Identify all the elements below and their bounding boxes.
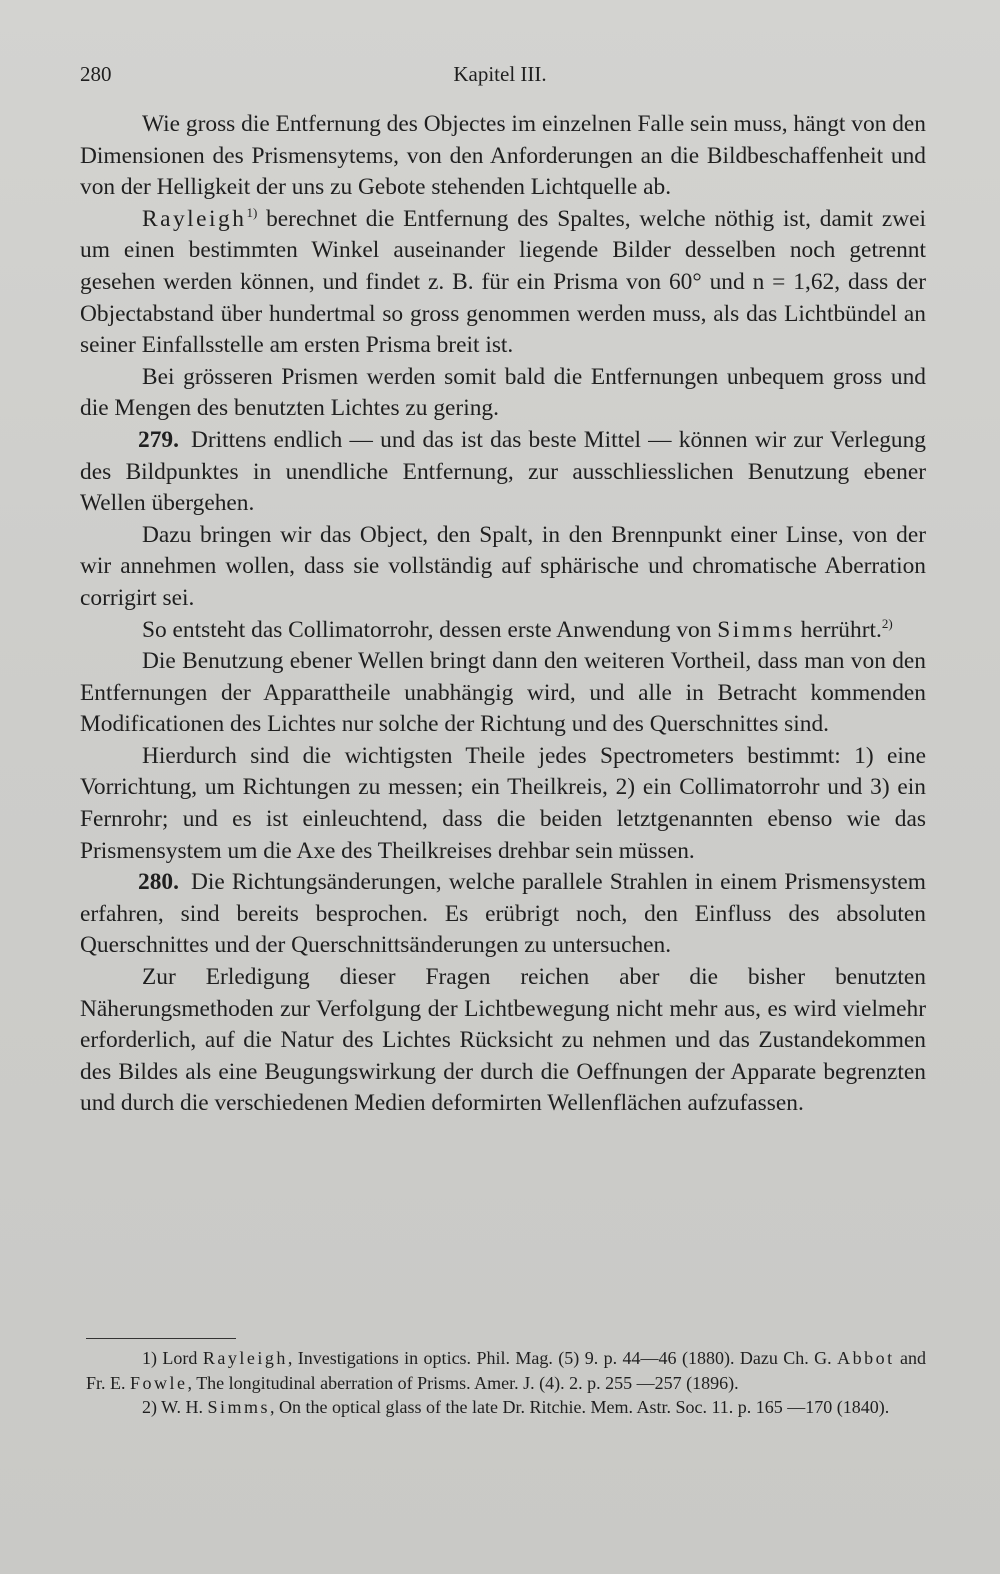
running-head: Kapitel III.	[453, 62, 547, 86]
footnote-text: , On the optical glass of the late Dr. Ritchie. Mem. Astr. Soc. 11. p. 165 —170 (1840).	[270, 1397, 890, 1417]
footnote-ref: 2)	[881, 615, 893, 631]
paragraph	[80, 615, 926, 647]
footnote-rule	[86, 1338, 236, 1339]
paragraph-text: Drittens endlich — und das ist das beste Mittel — können wir zur Verlegung des Bildpunktes in unendliche Entfernung, zur ausschliesslichen Benutzung ebener Wellen übergehen.	[80, 426, 926, 517]
author-name: Rayleigh	[142, 205, 247, 232]
paragraph-text: herrührt.	[794, 616, 882, 643]
author-name: Rayleigh	[202, 1348, 288, 1368]
paragraph: Bei grösseren Prismen werden somit bald die Entfernungen unbequem gross und die Mengen des benutzten Lichtes zu gering.	[80, 363, 926, 422]
page-number: 280	[80, 62, 112, 86]
author-name: Abbot	[837, 1348, 895, 1368]
author-name: Simms	[207, 1397, 271, 1417]
paragraph: Hierdurch sind die wichtigsten Theile jedes Spectrometers bestimmt: 1) eine Vorrichtung, um Richtungen zu messen; ein Theilkreis, 2) ein Collimatorrohr und 3) ein Fernrohr; und es ist einleuchtend, dass die beiden letztgenannten ebenso wie das Prismensystem um die Axe des Theilkreises drehbar sein müssen.	[80, 742, 926, 864]
section-paragraph	[80, 425, 926, 520]
section-number: 280.	[138, 869, 179, 896]
footnote-text: , Investigations in optics. Phil. Mag. (5) 9. p. 44—46 (1880). Dazu Ch. G.	[287, 1348, 838, 1368]
main-text	[80, 109, 926, 1120]
section-number: 279.	[138, 426, 179, 453]
paragraph	[80, 204, 926, 362]
footnote-text: , The longitudinal aberration of Prisms. Amer. J. (4). 2. p. 255 —257 (1896).	[187, 1372, 739, 1393]
author-name: Simms	[717, 616, 795, 643]
footnote-ref: 1)	[246, 204, 258, 220]
paragraph-text: Die Richtungsänderungen, welche parallele Strahlen in einem Prismensystem erfahren, sind bereits besprochen. Es erübrigt noch, den Einfluss des absoluten Querschnittes und der Querschnittsänderungen zu untersuchen.	[80, 869, 926, 959]
paragraph-text: So entsteht das Collimatorrohr, dessen erste Anwendung von	[142, 616, 718, 643]
page-header	[80, 62, 920, 92]
paragraph-text: berechnet die Entfernung des Spaltes, welche nöthig ist, damit zwei um einen bestimmten Winkel auseinander liegende Bilder desselben noch getrennt gesehen werden können, und findet z. B. für ein Prisma von 60° und n = 1,62, dass der Objectabstand über hundertmal so gross genommen werden muss, als das Lichtbündel an seiner Einfallsstelle am ersten Prisma breit ist.	[80, 205, 926, 359]
footnote-text: 2) W. H.	[142, 1397, 208, 1417]
footnote-1	[86, 1346, 926, 1395]
paragraph: Die Benutzung ebener Wellen bringt dann den weiteren Vortheil, dass man von den Entfernungen der Apparattheile unabhängig wird, und alle in Betracht kommenden Modificationen des Lichtes nur solche der Richtung und des Querschnittes sind.	[80, 648, 926, 738]
paragraph: Wie gross die Entfernung des Objectes im einzelnen Falle sein muss, hängt von den Dimensionen des Prismensytems, von den Anforderungen an die Bildbeschaffenheit und von der Helligkeit der uns zu Gebote stehenden Lichtquelle ab.	[80, 111, 926, 201]
footnote-text: and Fr. E.	[86, 1348, 926, 1393]
footnote-text: 1) Lord	[142, 1348, 203, 1368]
section-paragraph	[80, 867, 926, 962]
author-name: Fowle	[130, 1372, 188, 1393]
footnotes	[86, 1346, 926, 1420]
footnote-2	[86, 1395, 926, 1420]
paragraph: Dazu bringen wir das Object, den Spalt, in den Brennpunkt einer Linse, von der wir annehmen wollen, dass sie vollständig auf sphärische und chromatische Aberration corrigirt sei.	[80, 521, 926, 611]
paragraph: Zur Erledigung dieser Fragen reichen aber die bisher benutzten Näherungsmethoden zur Verfolgung der Lichtbewegung nicht mehr aus, es wird vielmehr erforderlich, auf die Natur des Lichtes Rücksicht zu nehmen und das Zustandekommen des Bildes als eine Beugungswirkung der durch die Oeffnungen der Apparate begrenzten und durch die verschiedenen Medien deformirten Wellenflächen aufzufassen.	[80, 964, 926, 1117]
